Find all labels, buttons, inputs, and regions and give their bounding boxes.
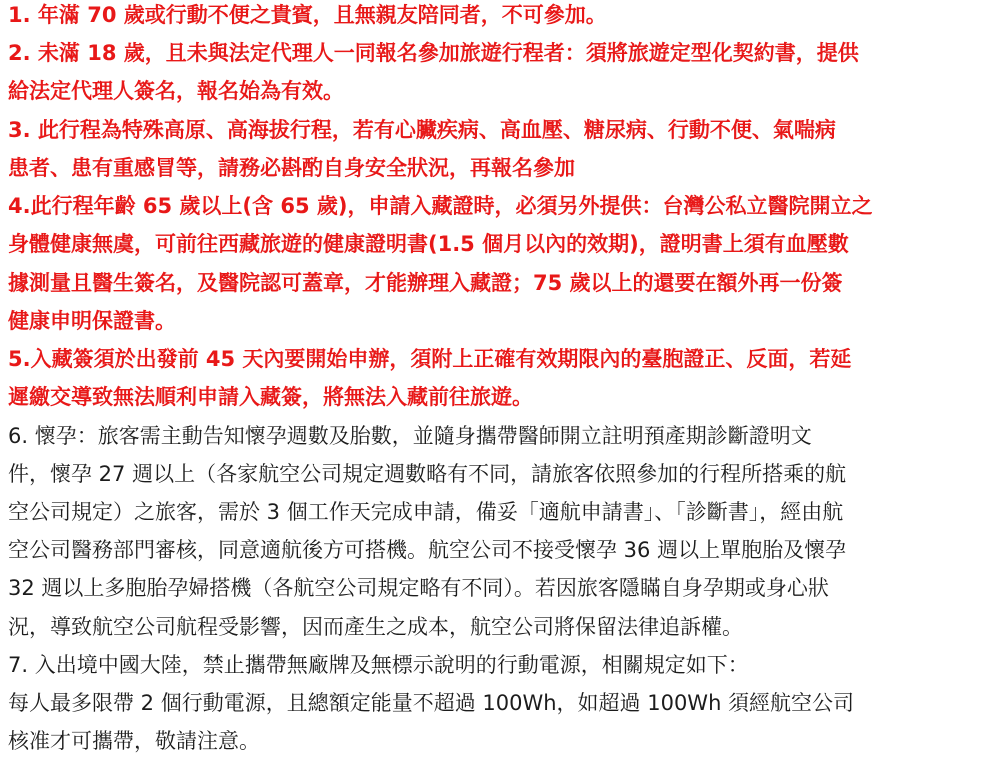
note-2-line-2: 給法定代理人簽名，報名始為有效。 xyxy=(8,79,344,103)
note-5-line-1: 5.入藏簽須於出發前 45 天內要開始申辦，須附上正確有效期限內的臺胞證正、反面，若延 xyxy=(8,347,852,371)
note-4-line-1: 4.此行程年齡 65 歲以上(含 65 歲)，申請入藏證時，必須另外提供：台灣公私立醫院開立之 xyxy=(8,194,873,218)
note-3-line-2: 患者、患有重感冒等，請務必斟酌自身安全狀況，再報名參加 xyxy=(8,156,575,180)
note-6-line-5: 32 週以上多胞胎孕婦搭機（各航空公司規定略有不同）。若因旅客隱瞞自身孕期或身心狀 xyxy=(8,576,829,600)
note-4-line-2: 身體健康無虞，可前往西藏旅遊的健康證明書(1.5 個月以內的效期)，證明書上須有血壓數 xyxy=(8,232,849,256)
note-6-line-1: 6. 懷孕：旅客需主動告知懷孕週數及胎數，並隨身攜帶醫師開立註明預產期診斷證明文 xyxy=(8,424,812,448)
note-6-line-2: 件，懷孕 27 週以上（各家航空公司規定週數略有不同，請旅客依照參加的行程所搭乘的航 xyxy=(8,462,847,486)
note-5-line-2: 遲繳交導致無法順利申請入藏簽，將無法入藏前往旅遊。 xyxy=(8,385,533,409)
note-6-line-4: 空公司醫務部門審核，同意適航後方可搭機。航空公司不接受懷孕 36 週以上單胞胎及懷孕 xyxy=(8,538,847,562)
note-2-line-1: 2. 未滿 18 歲，且未與法定代理人一同報名參加旅遊行程者：須將旅遊定型化契約書，提供 xyxy=(8,41,859,65)
note-7-line-3: 核准才可攜帶，敬請注意。 xyxy=(8,729,260,753)
note-3-line-1: 3. 此行程為特殊高原、高海拔行程，若有心臟疾病、高血壓、糖尿病、行動不便、氣喘病 xyxy=(8,118,836,142)
note-1-line-1: 1. 年滿 70 歲或行動不便之貴賓，且無親友陪同者，不可參加。 xyxy=(8,3,607,27)
note-7-line-1: 7. 入出境中國大陸，禁止攜帶無廠牌及無標示說明的行動電源，相關規定如下： xyxy=(8,653,749,677)
note-6-line-6: 況，導致航空公司航程受影響，因而產生之成本，航空公司將保留法律追訴權。 xyxy=(8,615,743,639)
note-4-line-4: 健康申明保證書。 xyxy=(8,309,176,333)
note-7-line-2: 每人最多限帶 2 個行動電源，且總額定能量不超過 100Wh，如超過 100Wh 須經航空公司 xyxy=(8,691,855,715)
note-4-line-3: 據測量且醫生簽名，及醫院認可蓋章，才能辦理入藏證；75 歲以上的還要在額外再一份簽 xyxy=(8,271,843,295)
note-6-line-3: 空公司規定）之旅客，需於 3 個工作天完成申請，備妥「適航申請書」、「診斷書」，經由航 xyxy=(8,500,844,524)
